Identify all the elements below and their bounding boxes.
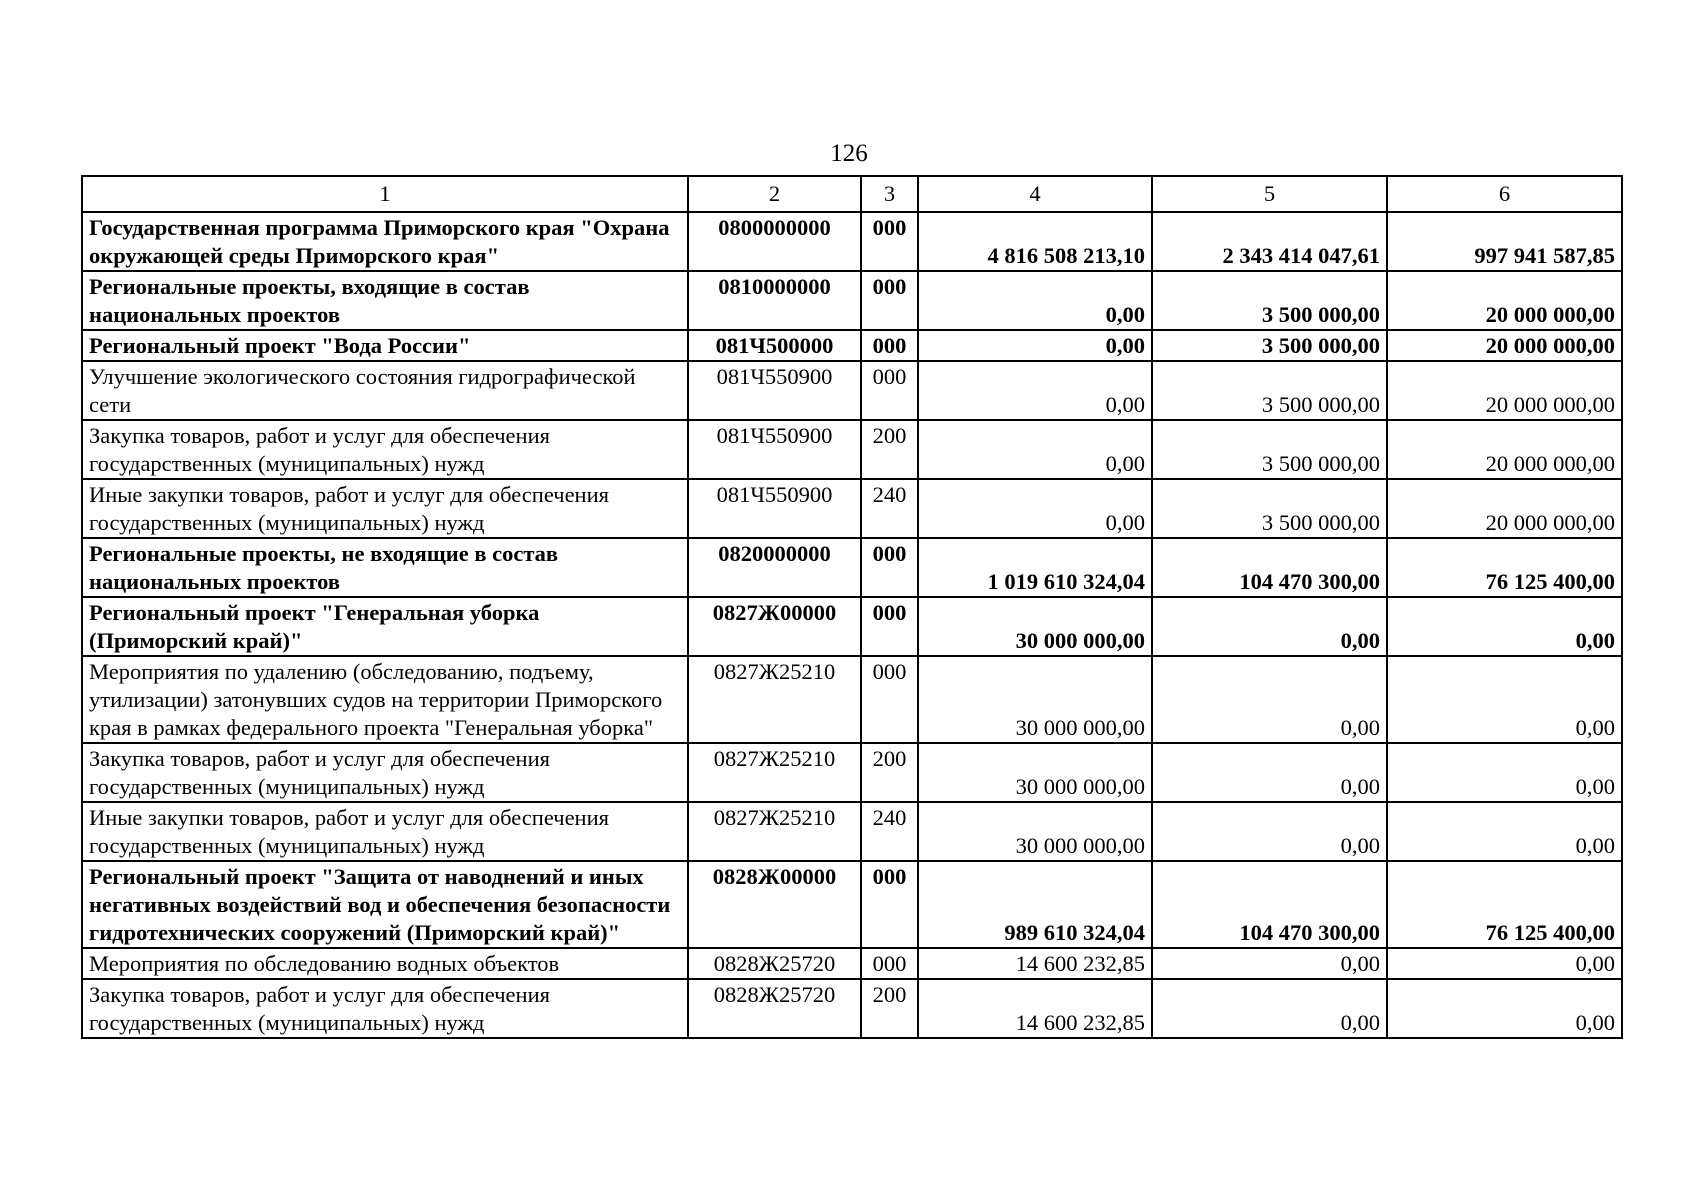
row-kvr-cell: 000: [861, 271, 918, 330]
row-value-col6: 20 000 000,00: [1387, 330, 1622, 361]
row-name-cell: Государственная программа Приморского края "Охрана окружающей среды Приморского края": [82, 212, 688, 271]
row-name-cell: Иные закупки товаров, работ и услуг для обеспечения государственных (муниципальных) нужд: [82, 479, 688, 538]
row-value-col4: 0,00: [918, 420, 1152, 479]
row-value-col6: 0,00: [1387, 743, 1622, 802]
row-kvr-cell: 200: [861, 420, 918, 479]
row-value-col4: 989 610 324,04: [918, 861, 1152, 948]
row-code-cell: 0827Ж00000: [688, 597, 861, 656]
row-value-col5: 3 500 000,00: [1152, 479, 1387, 538]
table-row: [82, 330, 1622, 361]
row-value-col4: 30 000 000,00: [918, 597, 1152, 656]
row-code-cell: 081Ч500000: [688, 330, 861, 361]
row-value-col5: 2 343 414 047,61: [1152, 212, 1387, 271]
row-code-cell: 0827Ж25210: [688, 743, 861, 802]
table-row: [82, 861, 1622, 948]
row-value-col4: 0,00: [918, 330, 1152, 361]
row-value-col5: 0,00: [1152, 979, 1387, 1038]
row-code-cell: 081Ч550900: [688, 479, 861, 538]
row-kvr-cell: 000: [861, 212, 918, 271]
row-value-col5: 3 500 000,00: [1152, 271, 1387, 330]
row-code-cell: 081Ч550900: [688, 420, 861, 479]
table-row: [82, 271, 1622, 330]
table-row: [82, 479, 1622, 538]
row-value-col5: 0,00: [1152, 743, 1387, 802]
row-kvr-cell: 240: [861, 802, 918, 861]
table-row: [82, 948, 1622, 979]
column-header-5: 5: [1152, 176, 1387, 212]
row-value-col6: 0,00: [1387, 656, 1622, 743]
row-kvr-cell: 240: [861, 479, 918, 538]
row-value-col6: 20 000 000,00: [1387, 420, 1622, 479]
row-code-cell: 0800000000: [688, 212, 861, 271]
table-row: [82, 361, 1622, 420]
row-kvr-cell: 000: [861, 538, 918, 597]
row-value-col4: 0,00: [918, 361, 1152, 420]
row-code-cell: 0827Ж25210: [688, 802, 861, 861]
row-value-col4: 4 816 508 213,10: [918, 212, 1152, 271]
budget-table: [81, 175, 1623, 1039]
row-code-cell: 0810000000: [688, 271, 861, 330]
row-code-cell: 0828Ж00000: [688, 861, 861, 948]
row-name-cell: Региональные проекты, не входящие в состав национальных проектов: [82, 538, 688, 597]
row-value-col4: 30 000 000,00: [918, 656, 1152, 743]
row-kvr-cell: 000: [861, 597, 918, 656]
table-row: [82, 597, 1622, 656]
row-name-cell: Закупка товаров, работ и услуг для обеспечения государственных (муниципальных) нужд: [82, 743, 688, 802]
table-row: [82, 420, 1622, 479]
row-value-col6: 0,00: [1387, 597, 1622, 656]
row-value-col5: 3 500 000,00: [1152, 361, 1387, 420]
column-number-row: [82, 176, 1622, 212]
row-name-cell: Закупка товаров, работ и услуг для обеспечения государственных (муниципальных) нужд: [82, 979, 688, 1038]
row-name-cell: Региональные проекты, входящие в состав национальных проектов: [82, 271, 688, 330]
table-row: [82, 212, 1622, 271]
page-number: 126: [830, 140, 868, 167]
row-code-cell: 0820000000: [688, 538, 861, 597]
row-kvr-cell: 000: [861, 656, 918, 743]
row-value-col5: 0,00: [1152, 597, 1387, 656]
table-row: [82, 538, 1622, 597]
row-value-col6: 76 125 400,00: [1387, 538, 1622, 597]
row-kvr-cell: 000: [861, 861, 918, 948]
table-row: [82, 979, 1622, 1038]
row-value-col4: 1 019 610 324,04: [918, 538, 1152, 597]
row-name-cell: Региональный проект "Вода России": [82, 330, 688, 361]
row-kvr-cell: 000: [861, 330, 918, 361]
row-value-col6: 997 941 587,85: [1387, 212, 1622, 271]
row-value-col4: 0,00: [918, 271, 1152, 330]
row-name-cell: Мероприятия по удалению (обследованию, подъему, утилизации) затонувших судов на территории Приморского края в рамках федерального проекта "Генеральная уборка": [82, 656, 688, 743]
row-code-cell: 081Ч550900: [688, 361, 861, 420]
row-value-col4: 14 600 232,85: [918, 979, 1152, 1038]
row-kvr-cell: 000: [861, 948, 918, 979]
row-value-col5: 104 470 300,00: [1152, 538, 1387, 597]
row-value-col4: 0,00: [918, 479, 1152, 538]
row-value-col6: 0,00: [1387, 802, 1622, 861]
table-row: [82, 656, 1622, 743]
column-header-1: 1: [82, 176, 688, 212]
row-kvr-cell: 200: [861, 743, 918, 802]
row-value-col6: 20 000 000,00: [1387, 361, 1622, 420]
table-row: [82, 802, 1622, 861]
row-value-col4: 30 000 000,00: [918, 743, 1152, 802]
row-value-col6: 20 000 000,00: [1387, 271, 1622, 330]
table-row: [82, 743, 1622, 802]
row-value-col6: 76 125 400,00: [1387, 861, 1622, 948]
row-name-cell: Региональный проект "Генеральная уборка (Приморский край)": [82, 597, 688, 656]
row-value-col5: 0,00: [1152, 656, 1387, 743]
row-value-col4: 30 000 000,00: [918, 802, 1152, 861]
row-value-col6: 0,00: [1387, 948, 1622, 979]
row-name-cell: Региональный проект "Защита от наводнений и иных негативных воздействий вод и обеспечения безопасности гидротехнических сооружений (Приморский край)": [82, 861, 688, 948]
row-kvr-cell: 200: [861, 979, 918, 1038]
column-header-4: 4: [918, 176, 1152, 212]
row-name-cell: Иные закупки товаров, работ и услуг для обеспечения государственных (муниципальных) нужд: [82, 802, 688, 861]
row-value-col5: 0,00: [1152, 802, 1387, 861]
row-value-col5: 3 500 000,00: [1152, 330, 1387, 361]
row-kvr-cell: 000: [861, 361, 918, 420]
row-value-col6: 0,00: [1387, 979, 1622, 1038]
row-name-cell: Закупка товаров, работ и услуг для обеспечения государственных (муниципальных) нужд: [82, 420, 688, 479]
column-header-2: 2: [688, 176, 861, 212]
row-value-col5: 0,00: [1152, 948, 1387, 979]
row-code-cell: 0828Ж25720: [688, 948, 861, 979]
row-value-col4: 14 600 232,85: [918, 948, 1152, 979]
row-code-cell: 0828Ж25720: [688, 979, 861, 1038]
row-code-cell: 0827Ж25210: [688, 656, 861, 743]
row-value-col5: 104 470 300,00: [1152, 861, 1387, 948]
row-name-cell: Улучшение экологического состояния гидрографической сети: [82, 361, 688, 420]
row-value-col6: 20 000 000,00: [1387, 479, 1622, 538]
column-header-6: 6: [1387, 176, 1622, 212]
column-header-3: 3: [861, 176, 918, 212]
row-value-col5: 3 500 000,00: [1152, 420, 1387, 479]
row-name-cell: Мероприятия по обследованию водных объектов: [82, 948, 688, 979]
